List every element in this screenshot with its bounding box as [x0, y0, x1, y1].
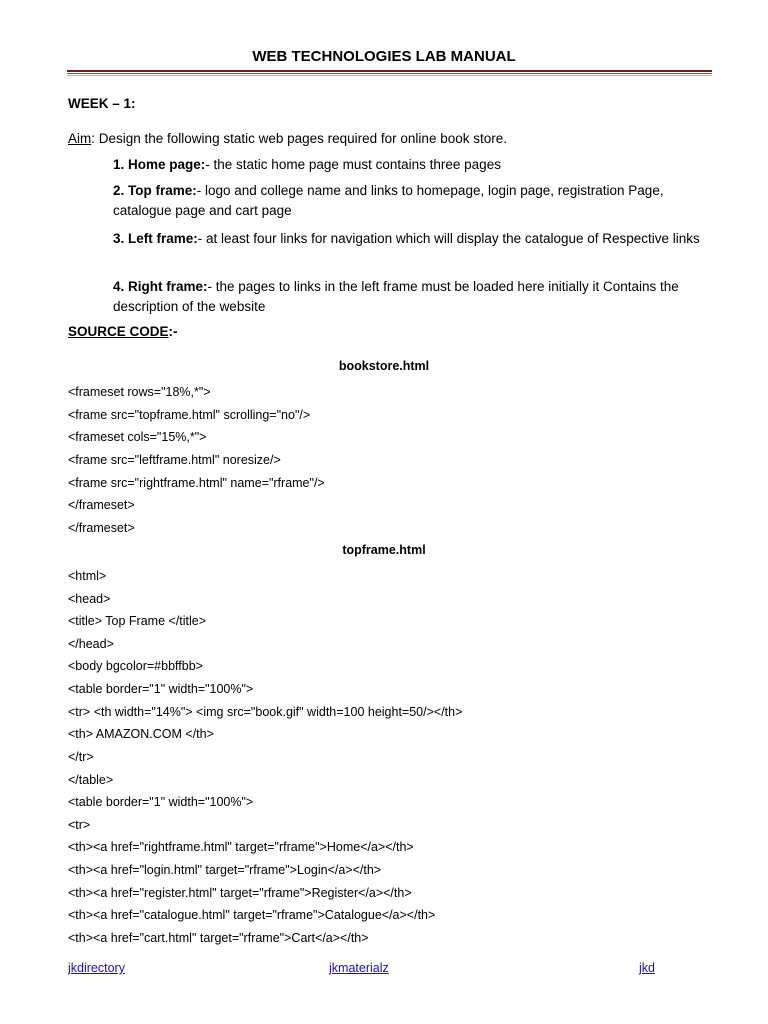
code-line: <frame src="leftframe.html" noresize/> — [68, 453, 281, 467]
requirement-item — [113, 181, 703, 221]
code-line: <th><a href="register.html" target="rframe">Register</a></th> — [68, 886, 412, 900]
code-line: <title> Top Frame </title> — [68, 614, 207, 628]
page-title: WEB TECHNOLOGIES LAB MANUAL — [252, 48, 516, 65]
requirement-text: - the static home page must contains three pages — [205, 157, 501, 172]
code-line: <frameset rows="18%,*"> — [68, 385, 211, 399]
requirement-item — [113, 155, 703, 175]
code-line: <frame src="topframe.html" scrolling="no"/> — [68, 408, 311, 422]
source-code-suffix: :- — [168, 324, 178, 339]
code-line: <table border="1" width="100%"> — [68, 682, 254, 696]
requirement-label: 2. Top frame: — [113, 183, 197, 198]
code-line: </head> — [68, 637, 114, 651]
code-line: <html> — [68, 569, 107, 583]
requirement-item — [113, 277, 703, 317]
requirement-item — [113, 229, 703, 249]
footer-link-jkdirectory[interactable]: jkdirectory — [68, 961, 125, 975]
header-divider-shadow — [67, 73, 712, 74]
file-name-heading: bookstore.html — [338, 359, 430, 373]
source-code-heading — [68, 324, 178, 339]
footer-link-jkmaterialz[interactable]: jkmaterialz — [329, 961, 389, 975]
week-heading: WEEK – 1: — [68, 96, 136, 111]
file-name-heading: topframe.html — [342, 543, 426, 557]
requirement-label: 4. Right frame: — [113, 279, 208, 294]
header-divider-shadow-light — [67, 75, 712, 76]
requirement-text: - logo and college name and links to homepage, login page, registration Page, catalogue page and cart page — [113, 183, 664, 218]
code-line: <frame src="rightframe.html" name="rframe"/> — [68, 476, 325, 490]
requirement-label: 1. Home page: — [113, 157, 206, 172]
aim-text: : Design the following static web pages required for online book store. — [91, 131, 507, 146]
header-divider — [67, 70, 712, 72]
code-line: <th><a href="catalogue.html" target="rframe">Catalogue</a></th> — [68, 908, 436, 922]
code-line: <table border="1" width="100%"> — [68, 795, 254, 809]
source-code-label: SOURCE CODE — [68, 324, 169, 339]
footer-link-jkd[interactable]: jkd — [639, 961, 655, 975]
code-line: <head> — [68, 592, 111, 606]
code-line: </tr> — [68, 750, 94, 764]
requirement-text: - at least four links for navigation which will display the catalogue of Respective links — [197, 231, 700, 246]
code-line: </frameset> — [68, 498, 135, 512]
code-line: <th> AMAZON.COM </th> — [68, 727, 214, 741]
aim-label: Aim — [68, 131, 92, 146]
requirement-label: 3. Left frame: — [113, 231, 198, 246]
code-line: <body bgcolor=#bbffbb> — [68, 659, 203, 673]
code-line: </table> — [68, 773, 114, 787]
code-line: <tr> <th width="14%"> <img src="book.gif" width=100 height=50/></th> — [68, 705, 463, 719]
code-line: <tr> — [68, 818, 91, 832]
requirement-text: - the pages to links in the left frame must be loaded here initially it Contains the description of the website — [113, 279, 679, 314]
code-line: <th><a href="login.html" target="rframe">Login</a></th> — [68, 863, 382, 877]
code-line: <th><a href="rightframe.html" target="rframe">Home</a></th> — [68, 840, 414, 854]
code-line: <th><a href="cart.html" target="rframe">Cart</a></th> — [68, 931, 369, 945]
code-line: </frameset> — [68, 521, 135, 535]
aim-paragraph — [68, 131, 507, 146]
code-line: <frameset cols="15%,*"> — [68, 430, 207, 444]
